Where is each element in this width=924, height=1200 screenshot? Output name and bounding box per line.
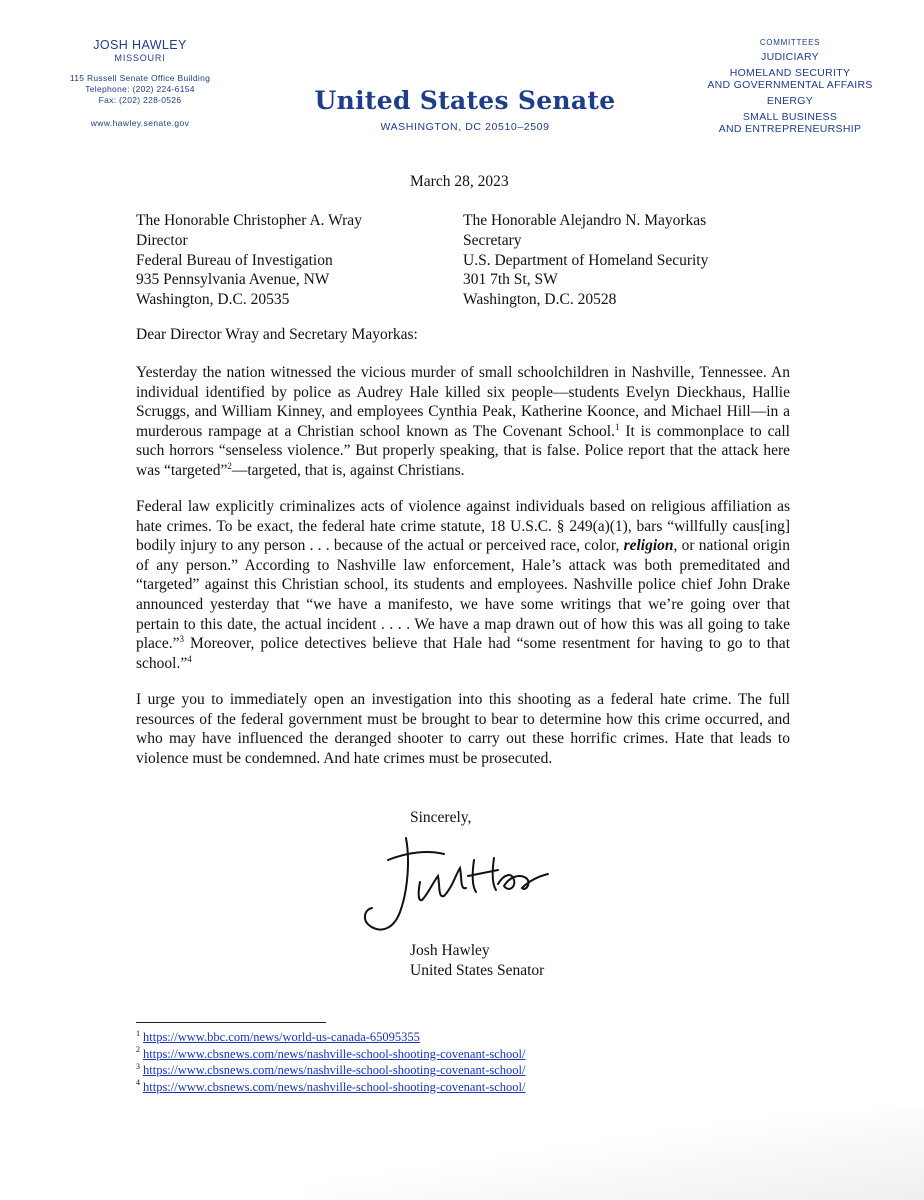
body-paragraph-3: I urge you to immediately open an investigation into this shooting as a federal hate crime. The full resources of the federal government must be brought to bear to determine how this crime occurred, and who may have influenced the deranged shooter to carry out these horrific crimes. Hate that leads to violence must be condemned. And hate crimes must be prosecuted. xyxy=(136,691,790,767)
letterhead-title xyxy=(300,86,630,133)
closing: Sincerely, xyxy=(410,809,472,826)
committee-judiciary: JUDICIARY xyxy=(761,51,819,63)
recipient-address-dhs: The Honorable Alejandro N. Mayorkas Secretary U.S. Department of Homeland Security 301 7th St, SW Washington, D.C. 20528 xyxy=(463,212,709,309)
committees-header: COMMITTEES xyxy=(759,38,821,47)
footnote-link-3[interactable]: https://www.cbsnews.com/news/nashville-school-shooting-covenant-school/ xyxy=(143,1063,526,1077)
footnote-link-4[interactable]: https://www.cbsnews.com/news/nashville-school-shooting-covenant-school/ xyxy=(143,1079,526,1094)
committee-energy: ENERGY xyxy=(766,95,814,107)
footnote-ref-2: 2 xyxy=(227,460,232,471)
letterhead-senator-info xyxy=(40,38,240,128)
footnote-link-2[interactable]: https://www.cbsnews.com/news/nashville-school-shooting-covenant-school/ xyxy=(143,1046,526,1061)
footnote-1: $^1$ https://www.bbc.com/news/world-us-canada-65095355 xyxy=(136,1028,420,1044)
senate-city: WASHINGTON, DC 20510–2509 xyxy=(380,121,550,133)
footnote-ref-1: 1 xyxy=(614,421,620,432)
footnote-divider xyxy=(136,1022,326,1023)
page-curl-shadow xyxy=(304,1110,924,1200)
footnote-ref-3: 3 xyxy=(179,634,184,644)
salutation: Dear Director Wray and Secretary Mayorkas: xyxy=(136,326,418,343)
footnote-4: $^4$ https://www.cbsnews.com/news/nashville-school-shooting-covenant-school/ xyxy=(136,1078,526,1094)
footnotes xyxy=(136,1029,525,1095)
body-paragraph-2: Federal law explicitly criminalizes acts of violence against individuals based on religious affiliation as hate crimes. To be exact, the federal hate crime statute, 18 U.S.C. § 249(a)(1), bars “willfully caus[ing] bodily injury to any person . . . because of the actual or perceived race, color, religion, or national origin of any person.” According to Nashville law enforcement, Hale’s attack was both premeditated and “targeted” against this Christian school, its students and employees. Nashville police chief John Drake announced yesterday that “we have a manifesto, we have some writings that we’re going over that pertain to this date, the actual incident . . . . We have a map drawn out of how this was all going to take place.”$^3$ Moreover, police detectives believe that Hale had “some resentment for having to go to that school.”$^4$ xyxy=(136,498,790,672)
signer-block xyxy=(410,941,544,981)
signer-name: Josh Hawley xyxy=(410,942,490,959)
office-telephone: Telephone: (202) 224-6154 xyxy=(85,84,195,94)
office-building: 115 Russell Senate Office Building xyxy=(69,73,211,83)
senator-state: MISSOURI xyxy=(114,53,166,63)
emphasis-religion: religion xyxy=(623,537,674,555)
letter-date: March 28, 2023 xyxy=(410,173,509,190)
footnote-ref-4: 4 xyxy=(187,653,192,664)
committee-small-business: SMALL BUSINESS AND ENTREPRENEURSHIP xyxy=(718,111,862,135)
senator-name: JOSH HAWLEY xyxy=(93,38,187,52)
senate-wordmark: United States Senate xyxy=(314,86,616,115)
footnote-3: $^3$ https://www.cbsnews.com/news/nashville-school-shooting-covenant-school/ xyxy=(136,1061,526,1077)
footnote-2: $^2$ https://www.cbsnews.com/news/nashville-school-shooting-covenant-school/ xyxy=(136,1045,526,1061)
recipient-address-fbi: The Honorable Christopher A. Wray Director Federal Bureau of Investigation 935 Pennsylvania Avenue, NW Washington, D.C. 20535 xyxy=(136,212,362,309)
letterhead-committees xyxy=(690,38,890,135)
office-fax: Fax: (202) 228-0526 xyxy=(98,95,182,105)
footnote-link-1[interactable]: https://www.bbc.com/news/world-us-canada-65095355 xyxy=(143,1030,420,1044)
committee-homeland-security: HOMELAND SECURITY AND GOVERNMENTAL AFFAIRS xyxy=(707,67,873,91)
body-paragraph-1: Yesterday the nation witnessed the vicious murder of small schoolchildren in Nashville, Tennessee. An individual identified by police as Audrey Hale killed six people—students Evelyn Dieckhaus, Hallie Scruggs, and William Kinney, and employees Cynthia Peak, Katherine Koonce, and Michael Hill—in a murderous rampage at a Christian school known as The Covenant School.$^1$ It is commonplace to call such horrors “senseless violence.” But properly speaking, that is false. Police report that the attack here was “targeted”$^2$—targeted, that is, against Christians. xyxy=(136,364,790,479)
senator-website: www.hawley.senate.gov xyxy=(90,118,190,128)
handwritten-signature xyxy=(348,830,558,940)
office-address xyxy=(40,73,240,106)
signer-title: United States Senator xyxy=(410,962,545,979)
